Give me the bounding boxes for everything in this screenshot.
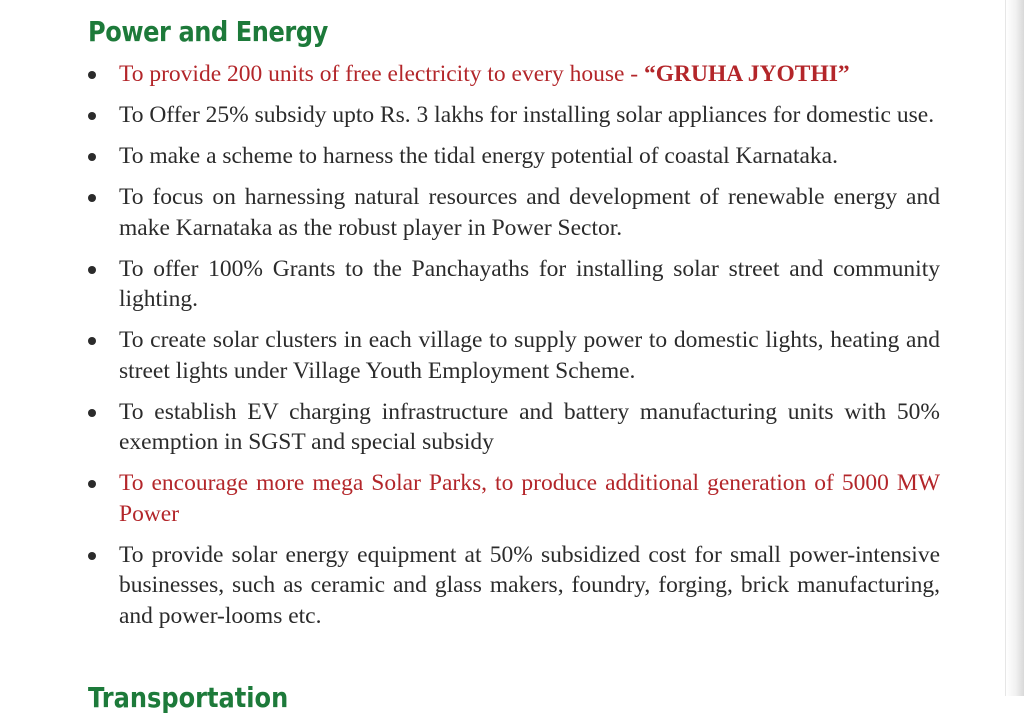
bullet-icon (88, 552, 96, 560)
list-item-text: To make a scheme to harness the tidal energy potential of coastal Karnataka. (119, 143, 838, 169)
bullet-icon (88, 409, 96, 417)
list-item (88, 397, 940, 458)
next-section-title: Transportation (88, 681, 289, 714)
list-item (88, 141, 940, 172)
page-edge-shadow (1005, 0, 1024, 696)
bullet-icon (88, 194, 96, 202)
list-item (88, 325, 940, 386)
list-item-text: To provide 200 units of free electricity to every house - “GRUHA JYOTHI” (119, 61, 850, 87)
bullet-icon (88, 71, 96, 79)
list-item (88, 254, 940, 315)
list-item (88, 59, 940, 90)
list-item-text: To provide solar energy equipment at 50% subsidized cost for small power-intensive businesses, such as ceramic and glass makers, foundry, forging, brick manufacturing, and power-looms etc. (119, 541, 940, 629)
list-item-emphasis: “GRUHA JYOTHI” (643, 61, 850, 87)
section-title: Power and Energy (88, 15, 328, 48)
bullet-icon (88, 112, 96, 120)
bullet-icon (88, 266, 96, 274)
list-item (88, 540, 940, 632)
bullet-icon (88, 337, 96, 345)
list-item-text: To establish EV charging infrastructure and battery manufacturing units with 50% exemption in SGST and special subsidy (119, 398, 940, 455)
list-item-text: To focus on harnessing natural resources and development of renewable energy and make Karnataka as the robust player in Power Sector. (119, 184, 940, 241)
list-item-text: To create solar clusters in each village to supply power to domestic lights, heating and street lights under Village Youth Employment Scheme. (119, 327, 940, 384)
list-item-text: To encourage more mega Solar Parks, to produce additional generation of 5000 MW Power (119, 470, 940, 527)
list-item (88, 182, 940, 243)
list-item-text: To Offer 25% subsidy upto Rs. 3 lakhs for installing solar appliances for domestic use. (119, 102, 935, 128)
bullet-list (88, 59, 940, 642)
list-item (88, 468, 940, 529)
bullet-icon (88, 480, 96, 488)
list-item-text: To offer 100% Grants to the Panchayaths for installing solar street and community lighting. (119, 255, 940, 312)
list-item (88, 100, 940, 131)
bullet-icon (88, 153, 96, 161)
